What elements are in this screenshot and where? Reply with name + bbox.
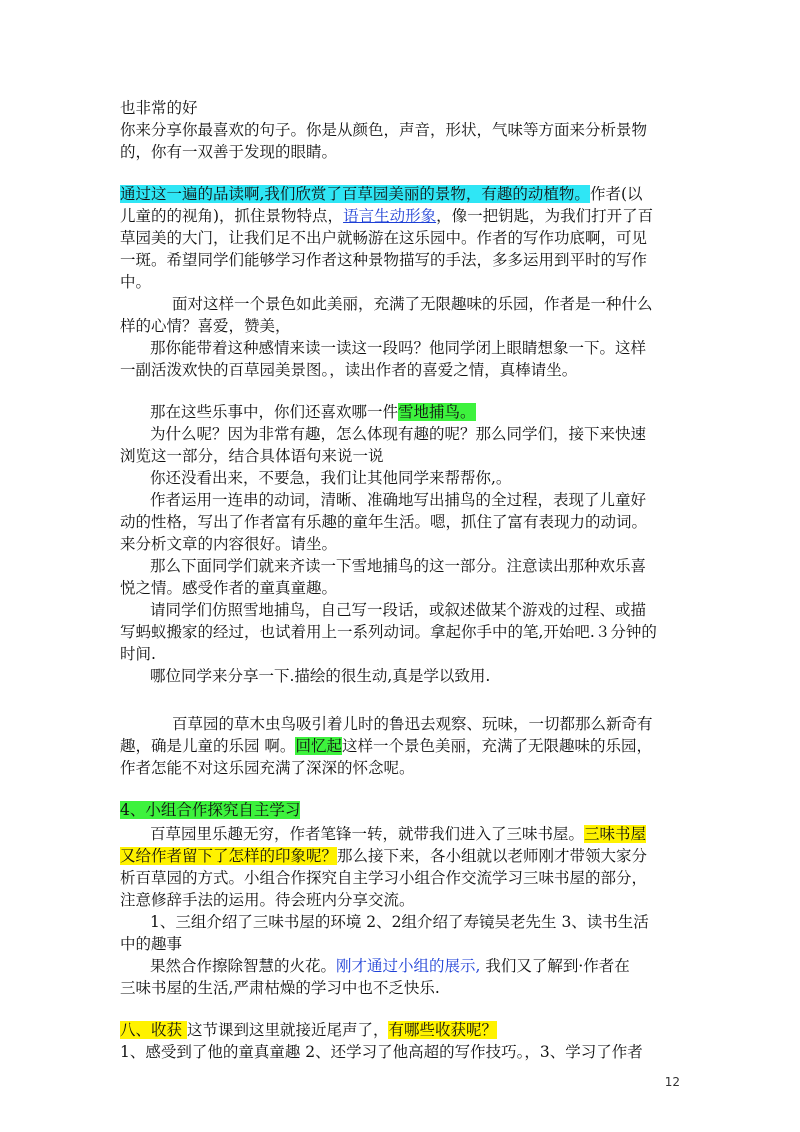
blue-text: 刚才通过小组的展示, [336,957,481,975]
text-span: 果然合作擦除智慧的火花。 [150,957,337,975]
text-line: 一斑。希望同学们能够学习作者这种景物描写的手法，多多运用到平时的写作 [120,251,648,269]
text-line: 动的性格，写出了作者富有乐趣的童年生活。嗯，抓住了富有表现力的动词。 [120,513,648,531]
text-span: 那么接下来，各小组就以老师刚才带领大家分 [337,847,648,865]
text-line: 作者怎能不对这乐园充满了深深的怀念呢。 [120,759,415,777]
text-span: 这样一个景色美丽，充满了无限趣味的乐园， [341,737,652,755]
text-line: 1、感受到了他的童真童趣 2、还学习了他高超的写作技巧。，3、学习了作者 [120,1043,643,1061]
text-line: 百草园的草木虫鸟吸引着儿时的鲁迅去观察、玩味，一切都那么新奇有 [172,715,653,733]
highlighted-text: 雪地捕鸟。 [398,403,476,421]
text-line [150,401,476,423]
text-line: 悦之情。感受作者的童真童趣。 [120,579,338,597]
text-line: 你来分享你最喜欢的句子。你是从颜色，声音，形状，气味等方面来分析景物 [120,121,648,139]
text-line: 中的趣事 [120,935,183,953]
text-line: 样的心情？喜爱，赞美， [120,317,291,335]
text-line [150,955,630,977]
text-line: 写蚂蚁搬家的经过，也试着用上一系列动词。拿起你手中的笔,开始吧.３分钟的 [120,623,657,641]
highlighted-text: 有哪些收获呢？ [388,1021,497,1039]
hyperlink[interactable]: 语言生动形象 [343,207,437,225]
text-line [120,205,653,227]
text-span: ，像一把钥匙，为我们打开了百 [436,207,654,225]
text-span: 趣，确是儿童的乐园 啊。 [120,737,296,755]
text-span: 儿童的的视角)，抓住景物特点， [120,207,344,225]
text-line [150,823,646,845]
text-line: 请同学们仿照雪地捕鸟，自己写一段话，或叙述做某个游戏的过程、或描 [150,601,647,619]
text-line: 析百草园的方式。小组合作探究自主学习小组合作交流学习三味书屋的部分， [120,869,648,887]
text-span: 这节课到这里就接近尾声了， [186,1021,389,1039]
highlighted-text: 4、小组合作探究自主学习 [120,801,301,819]
text-line: 草园美的大门，让我们足不出户就畅游在这乐园中。作者的写作功底啊，可见 [120,229,648,247]
text-line: 也非常的好 [120,99,198,117]
text-line: 的，你有一双善于发现的眼睛。 [120,143,338,161]
highlighted-text: 三味书屋 [584,825,647,843]
text-line: 为什么呢？因为非常有趣，怎么体现有趣的呢？那么同学们，接下来快速 [150,425,647,443]
text-span: 那在这些乐事中，你们还喜欢哪一件 [150,403,399,421]
text-line: 一副活泼欢快的百草园美景图。，读出作者的喜爱之情，真棒请坐。 [120,361,578,379]
text-line: 那你能带着这种感情来读一读这一段吗？他同学闭上眼睛想象一下。这样 [150,339,647,357]
text-line: 面对这样一个景色如此美丽，充满了无限趣味的乐园，作者是一种什么 [172,295,653,313]
text-span: 作者(以 [589,185,643,203]
text-line [120,1019,497,1041]
page-number: 12 [664,1075,680,1089]
text-line: 三味书屋的生活,严肃枯燥的学习中也不乏快乐. [120,979,440,997]
text-span: 百草园里乐趣无穷，作者笔锋一转，就带我们进入了三味书屋。 [150,825,585,843]
text-line: 时间. [120,645,156,663]
highlighted-heading: 八、收获 [120,1021,187,1039]
text-line: 来分析文章的内容很好。请坐。 [120,535,338,553]
highlighted-text: 通过这一遍的品读啊,我们欣赏了百草园美丽的景物，有趣的动植物。 [120,185,590,203]
text-line [120,735,652,757]
text-span: 我们又了解到·作者在 [480,957,630,975]
text-line: 作者运用一连串的动词，清晰、准确地写出捕鸟的全过程，表现了儿童好 [150,491,647,509]
text-line: 那么下面同学们就来齐读一下雪地捕鸟的这一部分。注意读出那种欢乐喜 [150,557,647,575]
text-line [120,845,647,867]
text-line [120,183,643,205]
text-line: 哪位同学来分享一下.描绘的很生动,真是学以致用. [150,667,491,685]
highlighted-text: 回忆起 [295,737,342,755]
text-line: 1、三组介绍了三味书屋的环境 2、2组介绍了寿镜吴老先生 3、读书生活 [150,913,649,931]
text-line: 浏览这一部分，结合具体语句来说一说 [120,447,384,465]
section-heading [120,799,300,821]
text-line: 中。 [120,273,152,291]
highlighted-text: 又给作者留下了怎样的印象呢？ [120,847,338,865]
text-line: 你还没看出来，不要急，我们让其他同学来帮帮你,。 [150,469,512,487]
text-line: 注意修辞手法的运用。待会班内分享交流。 [120,891,415,909]
